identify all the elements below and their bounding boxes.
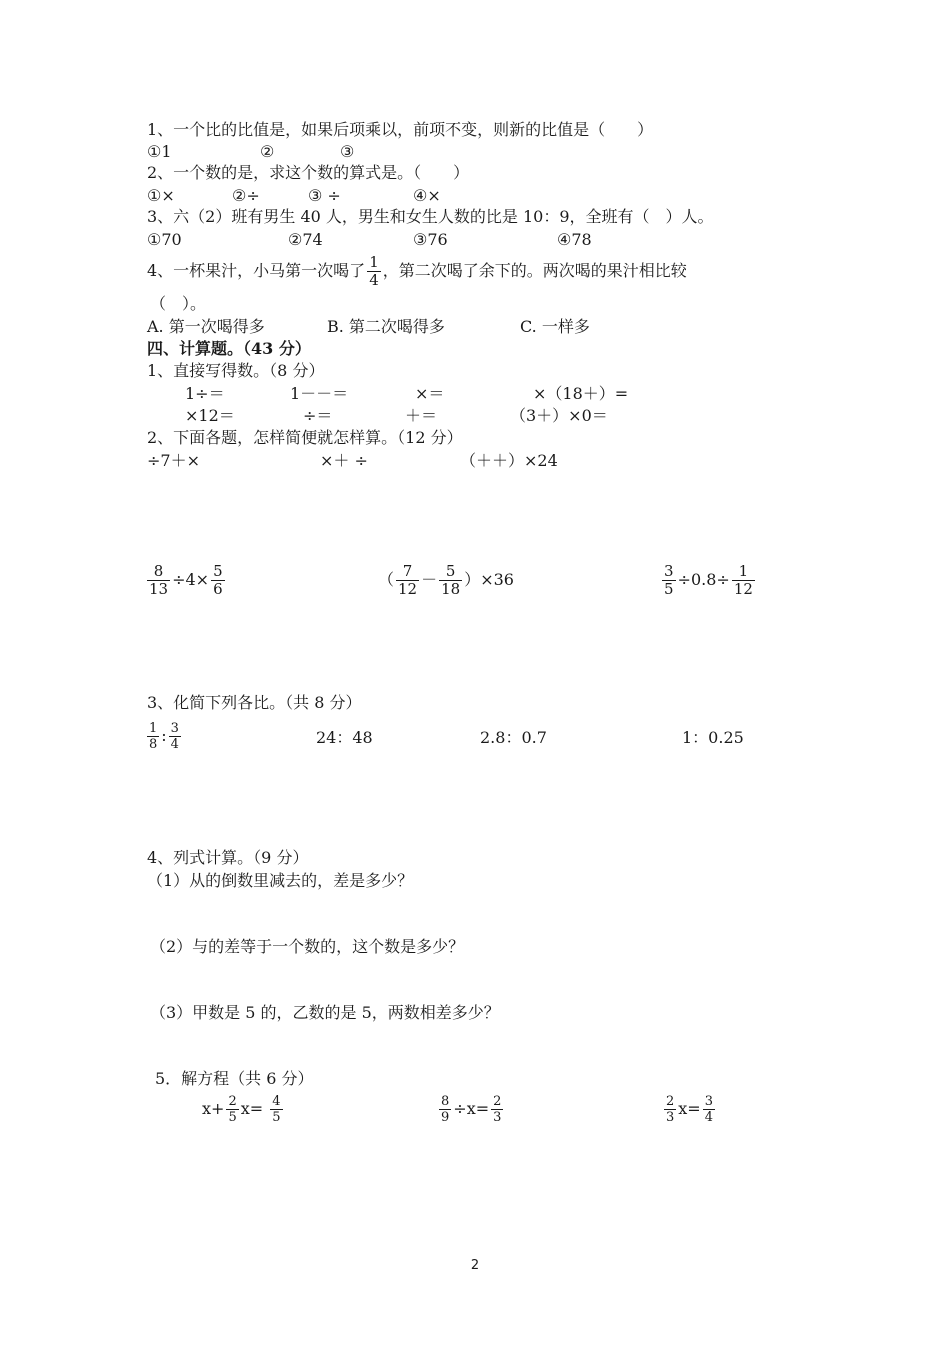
- calc3-ratio-2: 24：48: [316, 728, 373, 747]
- calc1-r1-c2: 1－－＝: [290, 384, 349, 403]
- fraction: [211, 563, 225, 598]
- q4-text-b: ，第二次喝了余下的。两次喝的果汁相比较: [382, 261, 687, 280]
- fraction: [396, 563, 419, 598]
- question-4-text: [147, 253, 687, 289]
- q2-option-2: ②÷: [232, 186, 260, 205]
- calc4-problem-1: （1）从的倒数里减去的，差是多少？: [147, 871, 414, 890]
- calc1-r2-c4: （3＋）×0＝: [510, 406, 608, 425]
- fraction: [664, 1094, 676, 1125]
- q4-text-a: 4、一杯果汁，小马第一次喝了: [147, 261, 366, 280]
- q1-option-2: ②: [260, 142, 275, 161]
- calc4-problem-3: （3）甲数是 5 的，乙数的是 5，两数相差多少？: [150, 1003, 500, 1022]
- calc2-title: 2、下面各题，怎样简便就怎样算。（12 分）: [147, 428, 463, 447]
- frac-numerator: 3: [704, 1094, 713, 1109]
- operator: ÷4×: [172, 570, 210, 589]
- fraction: [703, 1094, 715, 1125]
- calc5-equation-1: [202, 1089, 285, 1129]
- calc2-r1-c1: ÷7＋×: [147, 451, 200, 470]
- q1-option-1: ①1: [147, 142, 172, 161]
- close-paren: ）×36: [464, 570, 514, 589]
- eq-mid: ÷x=: [453, 1099, 490, 1118]
- frac-denominator: 12: [733, 580, 753, 598]
- calc3-ratio-3: 2.8：0.7: [480, 728, 547, 747]
- frac-denominator: 3: [666, 1110, 675, 1125]
- fraction: [732, 563, 755, 598]
- frac-numerator: 8: [441, 1094, 450, 1109]
- q4-option-b: B. 第二次喝得多: [327, 317, 445, 336]
- calc1-title: 1、直接写得数。（8 分）: [147, 361, 325, 380]
- calc1-r1-c4: ×（18＋）=: [533, 384, 629, 403]
- q3-option-4: ④78: [557, 230, 592, 249]
- calc2-expr-2: [378, 560, 514, 600]
- fraction: [491, 1094, 503, 1125]
- frac-numerator: 3: [170, 721, 179, 736]
- frac-denominator: 4: [704, 1110, 713, 1125]
- q4-option-c: C. 一样多: [520, 317, 590, 336]
- calc5-title: 5．解方程（共 6 分）: [155, 1069, 314, 1088]
- frac-numerator: 2: [493, 1094, 502, 1109]
- calc1-r1-c1: 1÷＝: [185, 384, 225, 403]
- frac-numerator: 1: [369, 253, 379, 271]
- calc2-expr-1: [145, 560, 227, 600]
- frac-denominator: 8: [149, 737, 158, 752]
- q2-option-3: ③ ÷: [308, 186, 341, 205]
- frac-denominator: 18: [441, 580, 461, 598]
- operator: －: [421, 570, 438, 589]
- frac-denominator: 13: [149, 580, 169, 598]
- question-1-text: 1、一个比的比值是，如果后项乘以，前项不变，则新的比值是（ ）: [147, 120, 654, 139]
- frac-numerator: 2: [228, 1094, 237, 1109]
- frac-numerator: 8: [147, 563, 170, 581]
- fraction: [226, 1094, 238, 1125]
- fraction: [169, 721, 181, 752]
- frac-numerator: 3: [664, 562, 674, 580]
- frac-denominator: 9: [441, 1110, 450, 1125]
- calc2-r1-c3: （＋＋）×24: [460, 451, 558, 470]
- calc5-equation-3: [662, 1089, 717, 1129]
- frac-denominator: 5: [228, 1110, 237, 1125]
- calc3-ratio-1: [145, 716, 183, 756]
- q3-option-1: ①70: [147, 230, 182, 249]
- q4-paren: （ ）。: [150, 294, 207, 313]
- calc5-equation-2: [437, 1089, 505, 1129]
- calc4-title: 4、列式计算。（9 分）: [147, 848, 309, 867]
- frac-numerator: 5: [439, 563, 462, 581]
- fraction: [662, 563, 676, 598]
- frac-numerator: 2: [666, 1094, 675, 1109]
- frac-denominator: 4: [170, 737, 179, 752]
- question-2-text: 2、一个数的是，求这个数的算式是。（ ）: [147, 163, 470, 182]
- fraction: [147, 721, 159, 752]
- fraction: [270, 1094, 282, 1125]
- calc2-expr-3: [660, 560, 757, 600]
- eq-prefix: x+: [202, 1099, 225, 1118]
- frac-numerator: 5: [213, 562, 223, 580]
- frac-numerator: 7: [396, 563, 419, 581]
- frac-denominator: 3: [493, 1110, 502, 1125]
- calc1-r2-c2: ÷＝: [303, 406, 333, 425]
- colon: :: [161, 726, 167, 745]
- open-paren: （: [378, 570, 395, 589]
- fraction: [439, 563, 462, 598]
- fraction: [439, 1094, 451, 1125]
- q4-fraction: [367, 254, 381, 289]
- frac-denominator: 4: [369, 271, 379, 289]
- frac-numerator: 4: [272, 1094, 281, 1109]
- q3-option-2: ②74: [288, 230, 323, 249]
- frac-denominator: 12: [398, 580, 418, 598]
- frac-denominator: 5: [664, 580, 674, 598]
- frac-numerator: 1: [149, 721, 158, 736]
- q1-option-3: ③: [340, 142, 355, 161]
- fraction: [147, 563, 170, 598]
- frac-denominator: 6: [213, 580, 223, 598]
- calc2-r1-c2: ×＋ ÷: [320, 451, 368, 470]
- q2-option-4: ④×: [413, 186, 441, 205]
- calc3-ratio-4: 1：0.25: [682, 728, 744, 747]
- calc1-r1-c3: ×＝: [415, 384, 445, 403]
- q4-option-a: A. 第一次喝得多: [147, 317, 265, 336]
- q2-option-1: ①×: [147, 186, 175, 205]
- q3-option-3: ③76: [413, 230, 448, 249]
- section-title: 四、计算题。（43 分）: [147, 339, 311, 358]
- frac-denominator: 5: [272, 1110, 281, 1125]
- calc1-r2-c3: ＋＝: [405, 406, 438, 425]
- eq-mid: x=: [240, 1099, 264, 1118]
- calc3-title: 3、化简下列各比。（共 8 分）: [147, 693, 362, 712]
- question-3-text: 3、六（2）班有男生 40 人，男生和女生人数的比是 10：9，全班有（ ）人。: [147, 207, 714, 226]
- calc4-problem-2: （2）与的差等于一个数的，这个数是多少？: [150, 937, 465, 956]
- eq-mid: x=: [678, 1099, 701, 1118]
- operator: ÷0.8÷: [677, 570, 730, 589]
- page-number: 2: [470, 1258, 480, 1273]
- calc1-r2-c1: ×12＝: [185, 406, 235, 425]
- frac-numerator: 1: [732, 563, 755, 581]
